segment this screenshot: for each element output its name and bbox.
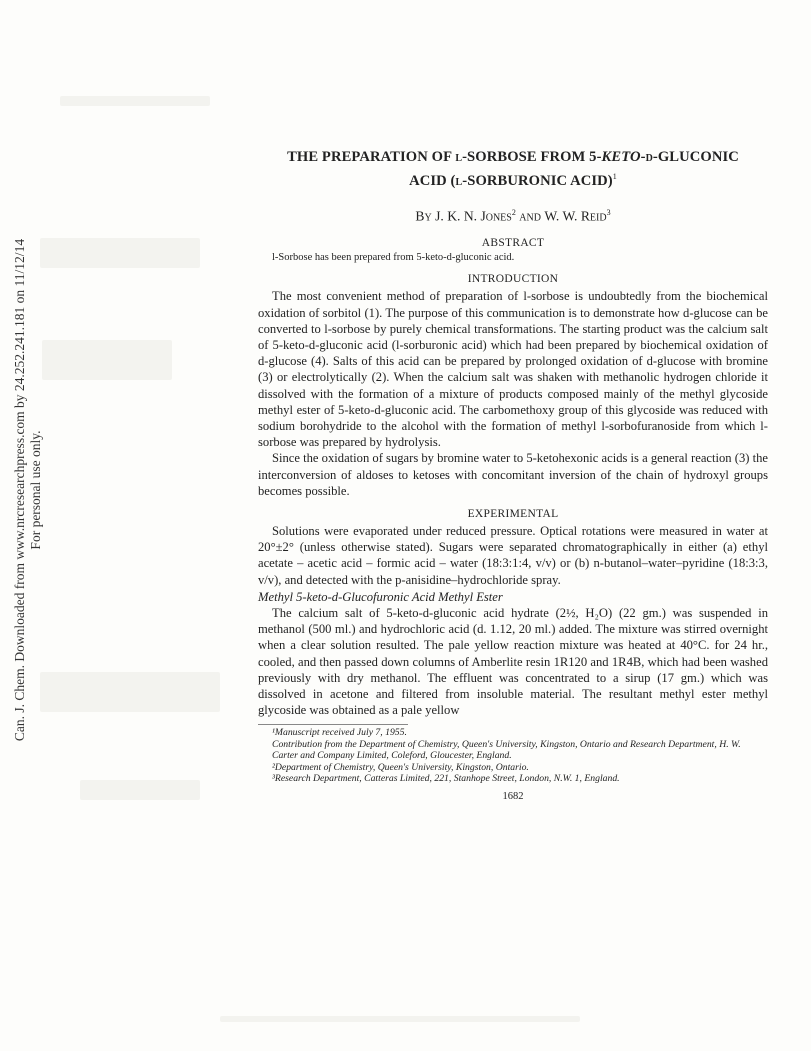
scan-artifact [40,672,220,712]
abstract-heading: ABSTRACT [481,237,545,250]
section-subheading: Methyl 5-keto-d-Glucofuronic Acid Methyl Ester [258,589,503,604]
author-name: W. W. Reid [544,208,607,224]
scan-artifact [60,96,210,106]
footnote: ³Research Department, Catteras Limited, 221, Stanhope Street, London, N.W. 1, England. [272,773,620,785]
download-watermark [8,230,48,750]
paragraph: The most convenient method of preparation of l-sorbose is undoubtedly from the biochemical oxidation of sorbitol (1). The purpose of this communication is to demonstrate how d-glucose can be converted to l-sorbose by purely chemical transformations. The starting product was the calcium salt of 5-keto-d-gluconic acid (l-sorburonic acid) which had been prepared by biochemical oxidation of d-glucose (4). Salts of this acid can be prepared by prolonged oxidation of d-glucose with bromine (3) or electrolytically (2). When the calcium salt was shaken with methanolic hydrogen chloride it dissolved with the formation of a mixture of products composed mainly of the methyl glycoside methyl ester of 5-keto-d-gluconic acid. The carbomethoxy group of this glycoside was reduced with sodium borohydride to the alcohol with the formation of methyl l-sorbofuranoside from which l-sorbose was prepared by hydrolysis. [258,289,768,450]
watermark-line-2: For personal use only. [28,430,43,550]
article-page [258,148,768,802]
paragraph: Since the oxidation of sugars by bromine water to 5-ketohexonic acids is a general reaction (3) the interconversion of aldoses to ketoses with concomitant inversion of the chain of hydroxyl groups becomes possible. [258,451,768,498]
scan-artifact [42,340,172,380]
footnote: Contribution from the Department of Chemistry, Queen's University, Kingston, Ontario and Research Department, H. W. Carter and Company Limited, Coleford, Gloucester, England. [272,738,741,762]
experimental-heading: EXPERIMENTAL [467,508,559,521]
abstract-text: l-Sorbose has been prepared from 5-keto-d-gluconic acid. [272,252,515,264]
paragraph: Solutions were evaporated under reduced pressure. Optical rotations were measured in water at 20°±2° (unless otherwise stated). Sugars were separated chromatographically in either (a) ethyl acetate – acetic acid – formic acid – water (18:3:1:4, v/v) or (b) n-butanol–water–pyridine (18:3:3, v/v), and detected with the p-anisidine–hydrochloride spray. [258,524,768,587]
author-name: J. K. N. Jones [435,208,512,224]
scan-artifact [40,238,200,268]
paragraph: The calcium salt of 5-keto-d-gluconic acid hydrate (2½, H₂O) (22 gm.) was suspended in methanol (500 ml.) and hydrochloric acid (d. 1.12, 20 ml.) added. The mixture was stirred overnight when a clear solution resulted. The pale yellow reaction mixture was heated at 40°C. for 24 hr., cooled, and then passed down columns of Amberlite resin 1R120 and 1R4B, which had been washed previously with dry methanol. The effluent was concentrated to a sirup (17 gm.) which was dissolved in acetone and filtered from insoluble material. The resultant methyl ester methyl glycoside was obtained as a pale yellow [258,606,768,718]
watermark-text [12,230,44,750]
author-line: By J. K. N. Jones$^2$ and W. W. Reid$^3$ [415,207,611,224]
introduction-heading: INTRODUCTION [467,273,559,286]
scan-artifact [80,780,200,800]
footnote: ¹Manuscript received July 7, 1955. [272,727,407,739]
footnote: ²Department of Chemistry, Queen's University, Kingston, Ontario. [272,761,529,773]
watermark-line-1: Can. J. Chem. Downloaded from www.nrcresearchpress.com by 24.252.241.181 on 11/12/14 [12,238,27,742]
scan-artifact [220,1016,580,1022]
article-title: THE PREPARATION OF l-SORBOSE FROM 5-KETO-d-GLUCONIC ACID (l-SORBURONIC ACID)$^1$ [287,149,739,189]
page-number: 1682 [502,790,524,802]
footnote-rule [258,724,408,725]
